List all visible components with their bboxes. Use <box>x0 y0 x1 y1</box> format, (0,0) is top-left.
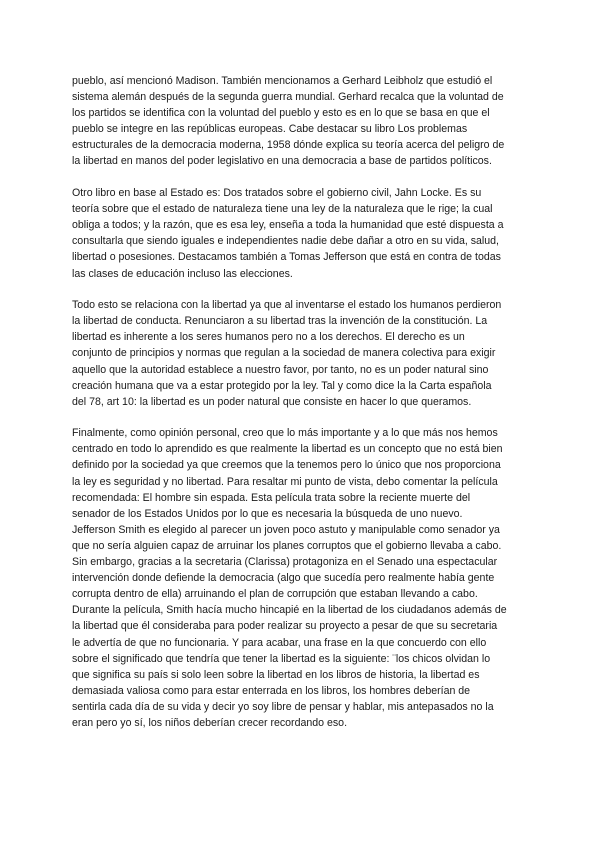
text-line: la libertad en manos del poder legislativo en una democracia a base de partidos políticos. <box>72 155 492 168</box>
paragraph <box>72 297 532 410</box>
text-line: teoría sobre que el estado de naturaleza tiene una ley de la naturaleza que le rige; la cual <box>72 203 493 216</box>
text-line: demasiada valiosa como para estar enterrada en los libros, los hombres deberían de <box>72 684 471 697</box>
text-line: conjunto de principios y normas que regulan a la sociedad de manera colectiva para exigir <box>72 347 496 360</box>
text-line: sobre el significado que tendría que tener la libertad es la siguiente: ¨los chicos olvidan lo <box>72 652 491 665</box>
text-line: estructurales de la democracia moderna, 1958 dónde explica su teoría acerca del peligro de <box>72 139 505 152</box>
text-line: la libertad que él consideraba para poder realizar su proyecto a pesar de que su secretaria <box>72 620 498 633</box>
text-line: senador de los Estados Unidos por lo que es necesaria la búsqueda de uno nuevo. <box>72 507 463 520</box>
text-line: del 78, art 10: la libertad es un poder natural que consiste en hacer lo que queramos. <box>72 395 472 408</box>
text-line: Todo esto se relaciona con la libertad ya que al inventarse el estado los humanos perdieron <box>72 299 502 312</box>
document-body <box>72 73 532 747</box>
text-line: pueblo, así mencionó Madison. También mencionamos a Gerhard Leibholz que estudió el <box>72 75 493 87</box>
paragraph <box>72 425 532 731</box>
text-line: centrado en todo lo aprendido es que realmente la libertad es un concepto que no está bien <box>72 443 503 456</box>
text-line: libertad es inherente a los seres humanos pero no a los derechos. El derecho es un <box>72 331 465 344</box>
text-line: la ley es seguridad y no libertad. Para resaltar mi punto de vista, debo comentar la película <box>72 475 498 488</box>
text-line: que significa su país si solo leen sobre la libertad en los libros de historia, la libertad es <box>72 668 480 681</box>
text-line: sistema alemán después de la segunda guerra mundial. Gerhard recalca que la voluntad de <box>72 91 504 104</box>
text-line: Finalmente, como opinión personal, creo que lo más importante y a lo que más nos hemos <box>72 427 498 440</box>
text-line: Otro libro en base al Estado es: Dos tratados sobre el gobierno civil, Jahn Locke. Es su <box>72 187 482 200</box>
text-line: consultarla que siendo iguales e independientes nadie debe dañar a otro en su vida, salud, <box>72 235 500 248</box>
text-line: los partidos se identifica con la voluntad del pueblo y esto es en lo que se basa en que el <box>72 107 490 120</box>
text-line: Sin embargo, gracias a la secretaria (Clarissa) protagoniza en el Senado una espectacular <box>72 556 498 569</box>
text-line: aquello que la autoridad establece a nuestro favor, por tanto, no es un poder natural sino <box>72 363 489 376</box>
paragraph <box>72 185 532 282</box>
text-line: la libertad de conducta. Renunciaron a su libertad tras la invención de la constitución. La <box>72 315 488 328</box>
text-line: Durante la película, Smith hacía mucho hincapié en la libertad de los ciudadanos además de <box>72 604 507 617</box>
text-line: le advertía de que no funcionaria. Y para acabar, una frase en la que concuerdo con ello <box>72 636 487 649</box>
text-line: eran pero yo sí, los niños deberían crecer recordando eso. <box>72 716 348 729</box>
text-line: que no sería alguien capaz de arruinar los planes corruptos que el gobierno llevaba a cabo. <box>72 539 502 552</box>
text-line: Jefferson Smith es elegido al parecer un joven poco astuto y manipulable como senador ya <box>72 523 500 536</box>
text-line: definido por la sociedad ya que creemos que la tenemos pero lo único que nos proporciona <box>72 459 501 472</box>
text-line: libertad o posesiones. Destacamos también a Tomas Jefferson que está en contra de todas <box>72 251 501 264</box>
text-line: obliga a todos; y la razón, que es esa ley, enseña a toda la humanidad que esté dispuesta a <box>72 219 504 232</box>
paragraph <box>72 73 532 170</box>
text-line: creación humana que va a estar protegido por la ley. Tal y como dice la la Carta española <box>72 379 492 392</box>
text-line: corrupta dentro de ella) arruinando el plan de corrupción que estaban llevando a cabo. <box>72 588 478 601</box>
text-line: intervención donde defiende la democracia (algo que sucedía pero realmente había gente <box>72 572 495 585</box>
text-line: las clases de educación incluso las elecciones. <box>72 267 293 280</box>
text-line: recomendada: El hombre sin espada. Esta película trata sobre la reciente muerte del <box>72 491 471 504</box>
text-line: sentirla cada día de su vida y decir yo soy libre de pensar y hablar, mis antepasados no la <box>72 700 494 713</box>
text-line: pueblo se integre en las repúblicas europeas. Cabe destacar su libro Los problemas <box>72 123 468 136</box>
